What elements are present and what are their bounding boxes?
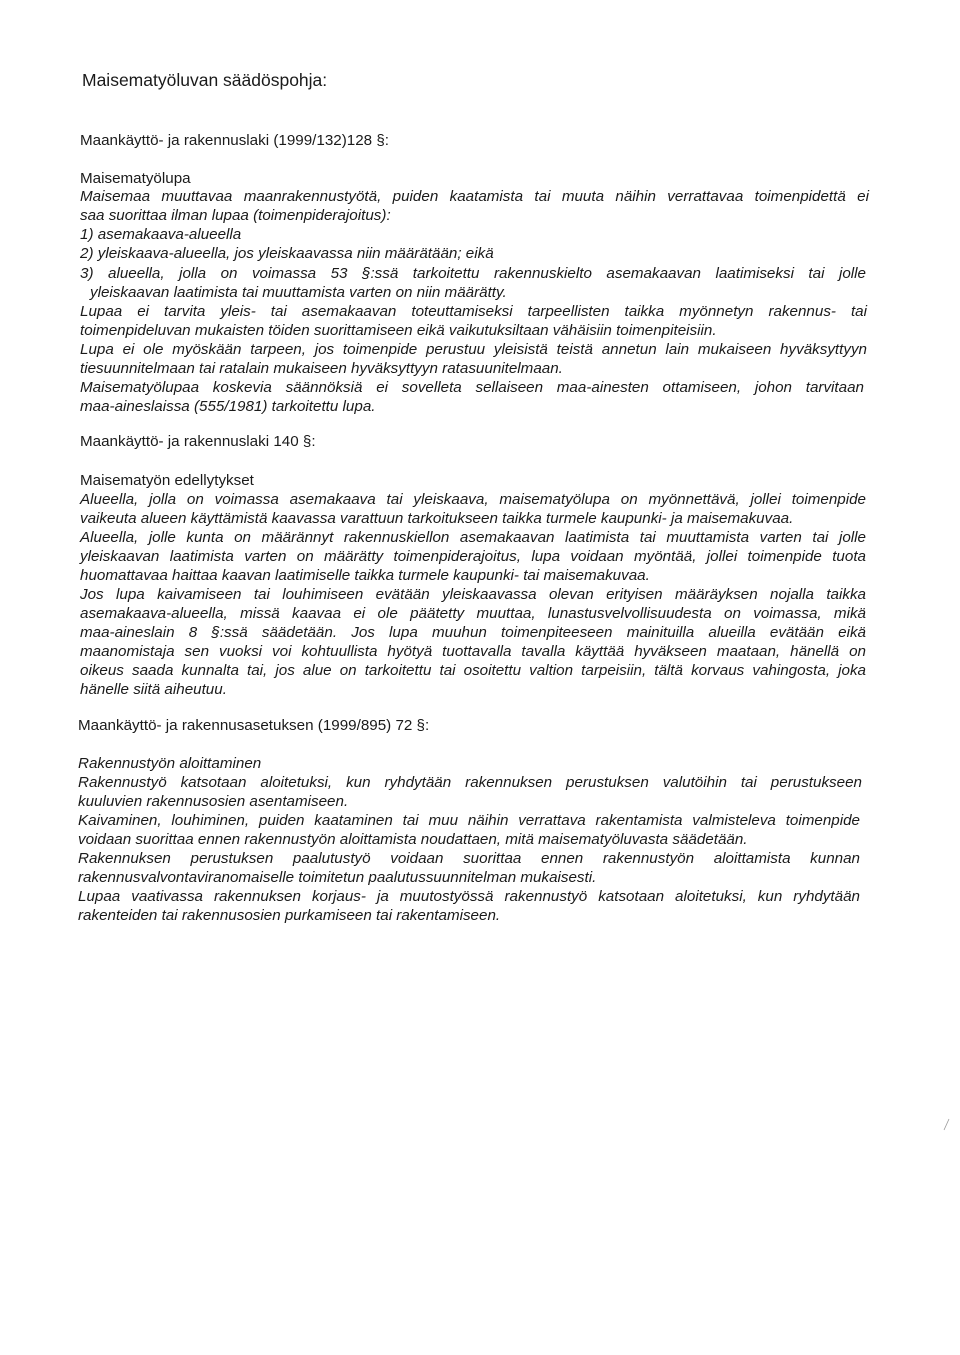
paragraph-line: asemakaava-alueella, missä kaavaa ei ole päätetty muuttaa, lunastusvelvollisuudesta on voimassa, mikä — [80, 605, 866, 622]
paragraph-line: yleiskaavan laatimista varten on määrätty toimenpiderajoitus, lupa voidaan myöntää, jollei toimenpide tuota — [80, 548, 866, 565]
paragraph-line: Rakennustyö katsotaan aloitetuksi, kun ryhdytään rakennuksen perustuksen valutöihin tai perustukseen — [78, 774, 862, 791]
paragraph-line: maa-aineslain 8 §:ssä säädetään. Jos lupa muuhun toimenpiteeseen mainituilla alueilla evätään eikä — [80, 624, 866, 641]
paragraph-line: Lupa ei ole myöskään tarpeen, jos toimenpide perustuu yleisistä teistä annetun lain mukaiseen hyväksyttyyn — [80, 341, 867, 358]
section-subheading: Rakennustyön aloittaminen — [78, 755, 262, 772]
section-subheading: Maisematyön edellytykset — [80, 472, 254, 489]
paragraph-line: saa suorittaa ilman lupaa (toimenpiderajoitus): — [80, 207, 391, 224]
section-heading: Maankäyttö- ja rakennusasetuksen (1999/895) 72 §: — [78, 717, 430, 734]
paragraph-line: rakenteiden tai rakennusosien purkamiseen tai rakentamiseen. — [78, 907, 501, 924]
paragraph-line: Maisematyölupaa koskevia säännöksiä ei sovelleta sellaiseen maa-ainesten ottamiseen, johon tarvitaan — [80, 379, 864, 396]
paragraph-line: Alueella, jolla on voimassa asemakaava tai yleiskaava, maisematyölupa on myönnettävä, jollei toimenpide — [80, 491, 866, 508]
paragraph-line: hänelle siitä aiheutuu. — [80, 681, 227, 698]
paragraph-line: Kaivaminen, louhiminen, puiden kaataminen tai muu näihin verrattava rakentamista valmisteleva toimenpide — [78, 812, 860, 829]
paragraph-line: 1) asemakaava-alueella — [80, 226, 242, 243]
section-heading: Maankäyttö- ja rakennuslaki 140 §: — [80, 433, 316, 450]
document-title: Maisematyöluvan säädöspohja: — [82, 70, 328, 90]
paragraph-line: Alueella, jolle kunta on määrännyt rakennuskiellon asemakaavan laatimista tai muuttamista varten tai jolle — [80, 529, 866, 546]
paragraph-line: huomattavaa haittaa kaavan laatimiselle taikka turmele kaupunki- tai maisemakuvaa. — [80, 567, 650, 584]
paragraph-line: Rakennuksen perustuksen paalutustyö voidaan suorittaa ennen rakennustyön aloittamista kunnan — [78, 850, 860, 867]
paragraph-line: vaikeuta alueen käyttämistä kaavassa varattuun tarkoitukseen taikka turmele kaupunki- ja maisemakuvaa. — [80, 510, 794, 527]
paragraph-line: tiesuunnitelmaan tai ratalain mukaiseen hyväksyttyyn ratasuunitelmaan. — [80, 360, 563, 377]
paragraph-line: maa-aineslaissa (555/1981) tarkoitettu lupa. — [80, 398, 376, 415]
paragraph-line: Lupaa vaativassa rakennuksen korjaus- ja muutostyössä rakennustyö katsotaan aloitetuksi, kun ryhdytään — [78, 888, 860, 905]
paragraph-line: maanomistaja sen vuoksi voi kohtuullista hyötyä tuottavalla tavalla käyttää hyväkseen maataan, hänellä on — [80, 643, 866, 660]
paragraph-line: voidaan suorittaa ennen rakennustyön aloittamista noudattaen, mitä maisematyöluvasta säädetään. — [78, 831, 748, 848]
scan-mark — [942, 1118, 950, 1132]
paragraph-line: 3) alueella, jolla on voimassa 53 §:ssä tarkoitettu rakennuskielto asemakaavan laatimiseksi tai jolle — [80, 265, 866, 282]
paragraph-line: rakennusvalvontaviranomaiselle toimitetun paalutussuunnitelman mukaisesti. — [78, 869, 597, 886]
paragraph-line: kuuluvien rakennusosien asentamiseen. — [78, 793, 349, 810]
paragraph-line: yleiskaavan laatimista tai muuttamista varten on niin määrätty. — [90, 284, 507, 301]
paragraph-line: 2) yleiskaava-alueella, jos yleiskaavassa niin määrätään; eikä — [80, 245, 494, 262]
paragraph-line: oikeus saada kunnalta tai, jos alue on tarkoitettu tai osoitettu valtion tarpeisiin, tältä korvaus vahingosta, joka — [80, 662, 866, 679]
section-subheading: Maisematyölupa — [80, 170, 191, 187]
paragraph-line: Jos lupa kaivamiseen tai louhimiseen evätään yleiskaavassa olevan erityisen määräyksen nojalla taikka — [80, 586, 866, 603]
paragraph-line: Lupaa ei tarvita yleis- tai asemakaavan toteuttamiseksi tarpeellisten taikka myönnetyn rakennus- tai — [80, 303, 867, 320]
paragraph-line: toimenpideluvan mukaisten töiden suorittamiseen eikä vaikutuksiltaan vähäisiin toimenpiteisiin. — [80, 322, 717, 339]
paragraph-line: Maisemaa muuttavaa maanrakennustyötä, puiden kaatamista tai muuta näihin verrattavaa toimenpidettä ei — [80, 188, 869, 205]
section-heading: Maankäyttö- ja rakennuslaki (1999/132)128 §: — [80, 132, 390, 149]
